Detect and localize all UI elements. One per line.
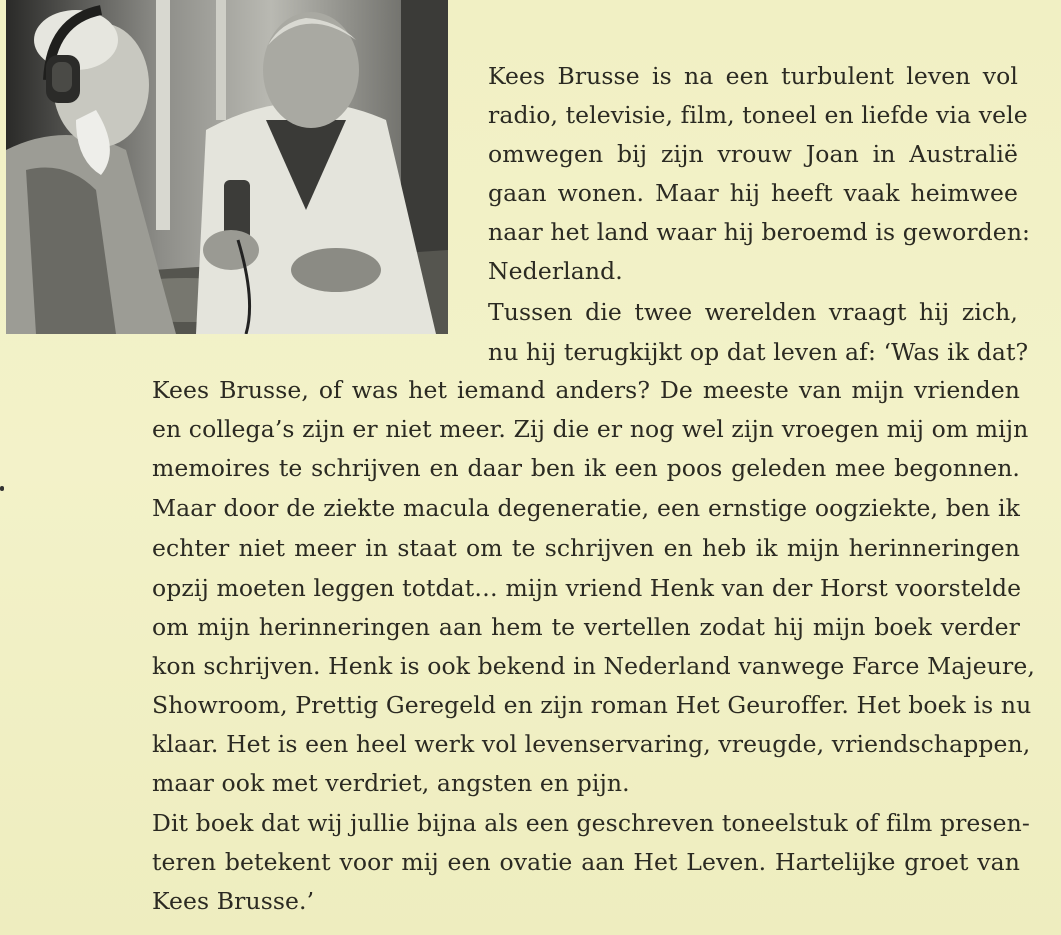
paragraph-2-line-1: Tussen die twee werelden vraagt hij zich, — [488, 298, 1018, 326]
author-photo — [6, 0, 448, 334]
paragraph-1-line-6: Nederland. — [488, 257, 623, 285]
paragraph-2-line-4: en collega’s zijn er niet meer. Zij die er nog wel zijn vroegen mij om mijn — [152, 415, 1029, 443]
paragraph-1-line-4: gaan wonen. Maar hij heeft vaak heimwee — [488, 179, 1018, 207]
paragraph-3-line-1: Dit boek dat wij jullie bijna als een geschreven toneelstuk of film presen- — [152, 809, 1030, 837]
paragraph-2-line-11: Showroom, Prettig Geregeld en zijn roman Het Geuroffer. Het boek is nu — [152, 691, 1032, 719]
print-speck — [0, 486, 4, 491]
paragraph-1-line-2: radio, televisie, film, toneel en liefde via vele — [488, 101, 1028, 129]
paragraph-2-line-6: Maar door de ziekte macula degeneratie, een ernstige oogziekte, ben ik — [152, 494, 1020, 522]
paragraph-2-line-3: Kees Brusse, of was het iemand anders? De meeste van mijn vrienden — [152, 376, 1020, 404]
paragraph-2-line-13: maar ook met verdriet, angsten en pijn. — [152, 769, 630, 797]
paragraph-2-line-10: kon schrijven. Henk is ook bekend in Nederland vanwege Farce Majeure, — [152, 652, 1035, 680]
paragraph-1-line-3: omwegen bij zijn vrouw Joan in Australië — [488, 140, 1018, 168]
paragraph-1-line-5: naar het land waar hij beroemd is geworden: — [488, 218, 1031, 246]
paragraph-2-line-7: echter niet meer in staat om te schrijven en heb ik mijn herinneringen — [152, 534, 1020, 562]
paragraph-3-line-2: teren betekent voor mij een ovatie aan Het Leven. Hartelijke groet van — [152, 848, 1020, 876]
paragraph-2-line-2: nu hij terugkijkt op dat leven af: ‘Was ik dat? — [488, 338, 1029, 366]
paragraph-2-line-5: memoires te schrijven en daar ben ik een poos geleden mee begonnen. — [152, 454, 1020, 482]
paragraph-2-line-8: opzij moeten leggen totdat… mijn vriend Henk van der Horst voorstelde — [152, 574, 1022, 602]
paragraph-2-line-12: klaar. Het is een heel werk vol levenservaring, vreugde, vriendschappen, — [152, 730, 1031, 758]
author-photo-image — [6, 0, 448, 334]
paragraph-2-line-9: om mijn herinneringen aan hem te vertellen zodat hij mijn boek verder — [152, 613, 1020, 641]
paragraph-1-line-1: Kees Brusse is na een turbulent leven vol — [488, 62, 1018, 90]
paragraph-3-line-3: Kees Brusse.’ — [152, 887, 315, 915]
